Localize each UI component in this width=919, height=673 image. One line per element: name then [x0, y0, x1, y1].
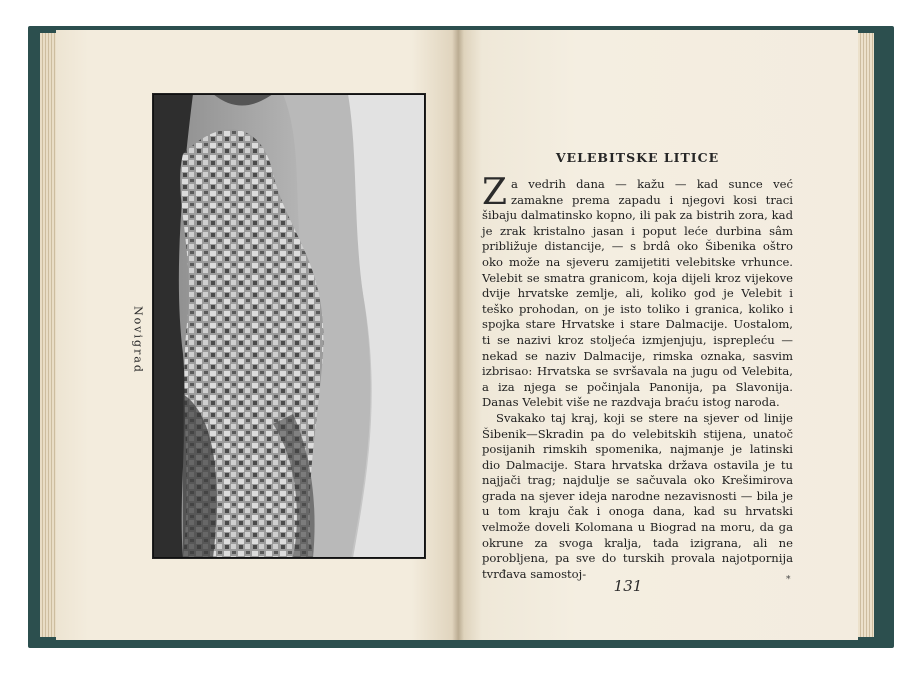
- page-number: 131: [613, 577, 643, 595]
- photo-novigrad: [152, 93, 426, 559]
- photo-drawing: [153, 94, 425, 558]
- printer-mark: *: [786, 575, 791, 585]
- book-gutter: [452, 30, 464, 640]
- photo-caption: [130, 300, 146, 380]
- paragraph-1: [482, 172, 793, 411]
- paragraph-2: Svakako taj kraj, koji se stere na sjever od linije Šibenik—Skradin pa do velebitskih stijena, unatoč posijanih rimskih spomenika, najmanje je latinski dio Dalmacije. Stara hrvatska država ostavila je tu najjači trag; najdulje se sačuvala oko Krešimirova grada na sjever ideja narodne nezavisnosti — bila je u tom kraju čak i onoga dana, kad su hrvatski velmože doveli Kolomana u Biograd na moru, da ga okrune za svoga kralja, tada izigrana, ali ne porobljena, pa sve do turskih provala najotpornija tvrđava samostoj-: [482, 410, 793, 581]
- paragraph-1-text: a vedrih dana — kažu — kad sunce već zamakne prema zapadu i njegovi kosi traci šibaju dalmatinsko kopno, ili pak za bistrih zora, kad je zrak kristalno jasan i poput leće durbina sâm približuje distancije, — s brdâ oko Šibenika oštro oko može na sjeveru zamijetiti velebitske vrhunce. Velebit se smatra granicom, koja dijeli kroz vijekove dvije hrvatske zemlje, ali, koliko god je Velebit i teško prohodan, on je isto toliko i granica, koliko i spojka stare Hrvatske i stare Dalmacije. Uostalom, ti se nazivi kroz stoljeća izmjenjuju, isprepleću — nekad se naziv Dalmacije, rimska oznaka, sasvim izbrisao: Hrvatska se svršavala na jugu od Velebita, a iza njega se počinjala Panonija, pa Slavonija. Danas Velebit više ne razdvaja braću istog naroda.: [482, 177, 793, 410]
- caption-text: Novigrad: [131, 306, 145, 374]
- chapter-text: [482, 150, 793, 582]
- drop-cap: Z: [482, 172, 508, 213]
- chapter-title: VELEBITSKE LITICE: [555, 150, 720, 165]
